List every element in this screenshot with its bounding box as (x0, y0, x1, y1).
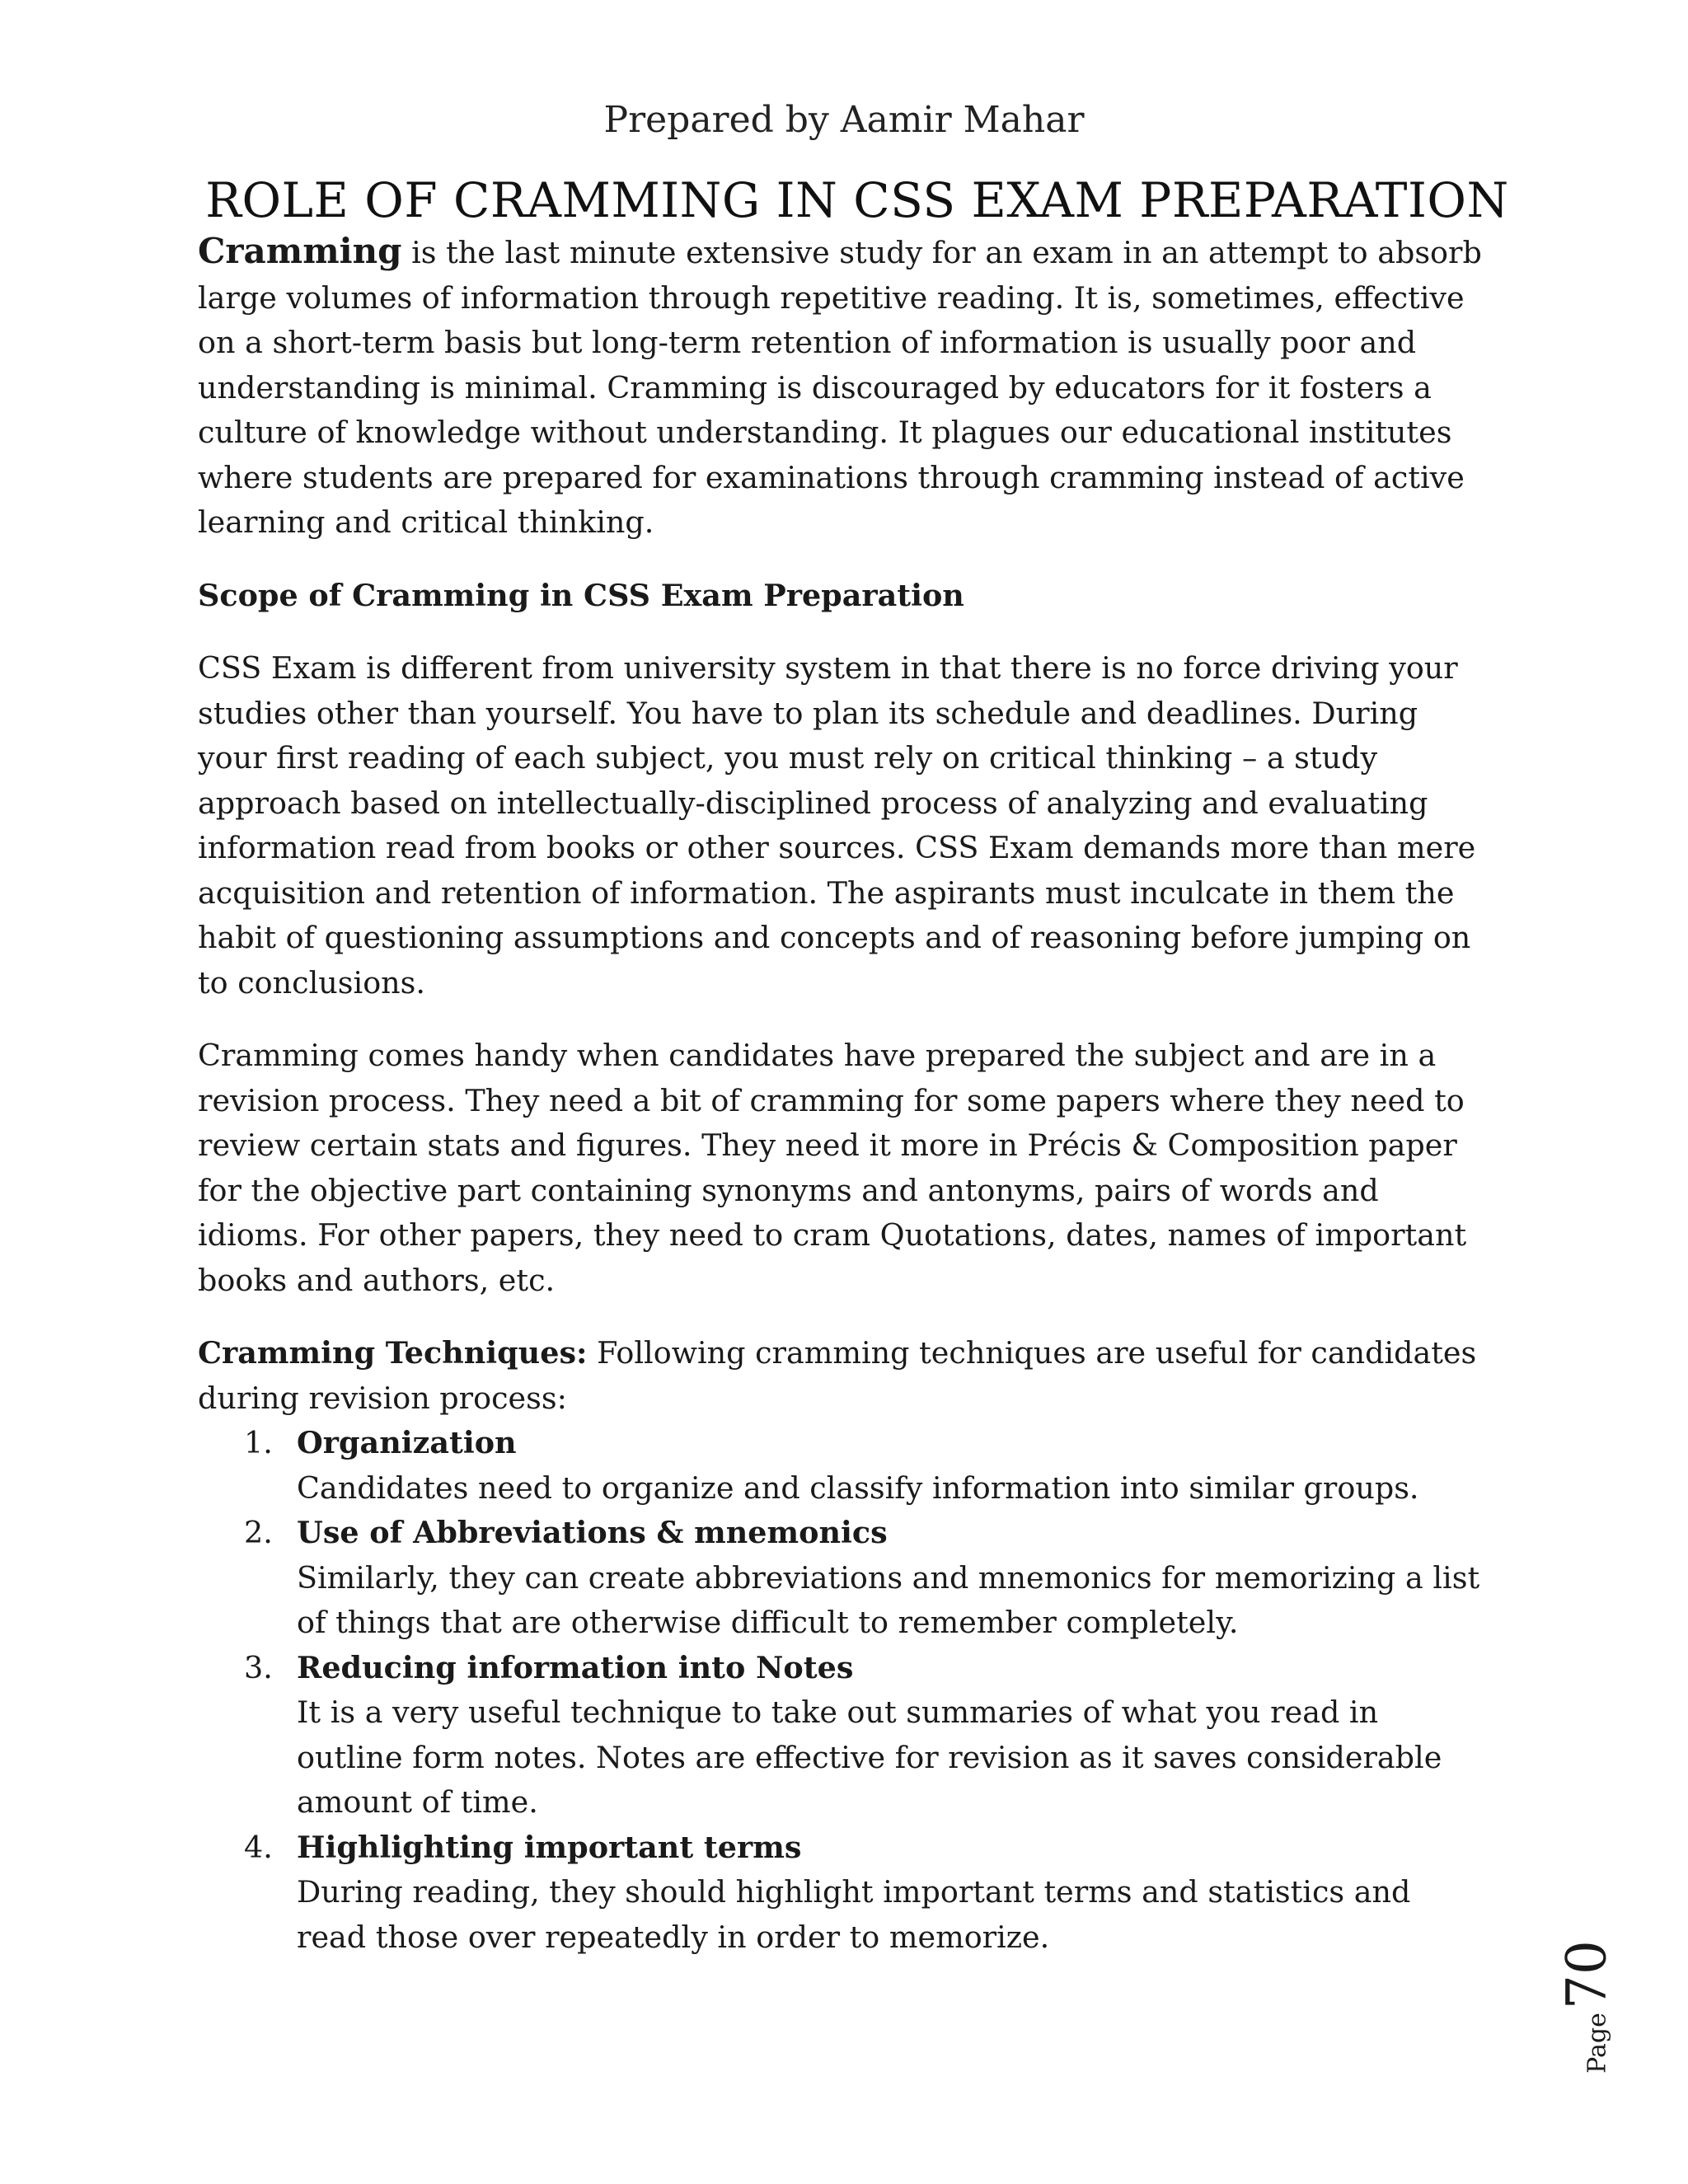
list-item-description: Candidates need to organize and classify information into similar groups. (297, 1469, 1419, 1506)
scope-paragraph-2: Cramming comes handy when candidates have prepared the subject and are in a revision process. They need a bit of cramming for some papers where they need to review certain stats and figures. They need it more in Précis & Composition paper for the objective part containing synonyms and antonyms, pairs of words and idioms. For other papers, they need to cram Quotations, dates, names of important books and authors, etc. (198, 1038, 1467, 1298)
intro-paragraph (198, 229, 1484, 546)
list-item (198, 1646, 1484, 1825)
list-item-description: Similarly, they can create abbreviations and mnemonics for memorizing a list of things that are otherwise difficult to remember completely. (297, 1559, 1480, 1640)
list-item-title: Organization (297, 1425, 517, 1460)
page-label: Page (1582, 2013, 1612, 2074)
page-number-marker (1550, 1937, 1624, 2077)
list-item-number: 2. (244, 1515, 273, 1550)
page-number: 70 (1554, 1940, 1619, 2010)
list-item (198, 1511, 1484, 1646)
techniques-label: Cramming Techniques: (198, 1335, 588, 1371)
list-item-title: Use of Abbreviations & mnemonics (297, 1515, 888, 1550)
document-body (198, 229, 1484, 1960)
list-item-number: 3. (244, 1649, 273, 1685)
techniques-list (198, 1421, 1484, 1960)
list-item-description: It is a very useful technique to take out summaries of what you read in outline form notes. Notes are effective for revision as it saves considerable amount of time. (297, 1694, 1442, 1820)
intro-term: Cramming (198, 231, 402, 271)
list-item-description: During reading, they should highlight important terms and statistics and read those over repeatedly in order to memorize. (297, 1874, 1411, 1955)
page-header: Prepared by Aamir Mahar (603, 99, 1085, 141)
techniques-intro (198, 1331, 1484, 1421)
techniques-intro-text: Following cramming techniques are useful for candidates during revision process: (198, 1335, 1477, 1416)
list-item-title: Highlighting important terms (297, 1829, 802, 1865)
techniques-section (198, 1331, 1484, 1960)
list-item-number: 4. (244, 1829, 273, 1865)
page-title: ROLE OF CRAMMING IN CSS EXAM PREPARATION (205, 172, 1509, 228)
intro-text: is the last minute extensive study for an exam in an attempt to absorb large volumes of information through repetitive reading. It is, sometimes, effective on a short-term basis but long-term retention of information is usually poor and understanding is minimal. Cramming is discouraged by educators for it fosters a culture of knowledge without understanding. It plagues our educational institutes where students are prepared for examinations through cramming instead of active learning and critical thinking. (198, 235, 1482, 540)
list-item-number: 1. (244, 1425, 273, 1460)
scope-heading: Scope of Cramming in CSS Exam Preparation (198, 577, 964, 613)
scope-paragraph-1: CSS Exam is different from university system in that there is no force driving your studies other than yourself. You have to plan its schedule and deadlines. During your first reading of each subject, you must rely on critical thinking – a study approach based on intellectually-disciplined process of analyzing and evaluating information read from books or other sources. CSS Exam demands more than mere acquisition and retention of information. The aspirants must inculcate in them the habit of questioning assumptions and concepts and of reasoning before jumping on to conclusions. (198, 650, 1476, 1001)
list-item (198, 1421, 1484, 1511)
list-item (198, 1825, 1484, 1961)
list-item-title: Reducing information into Notes (297, 1649, 854, 1685)
